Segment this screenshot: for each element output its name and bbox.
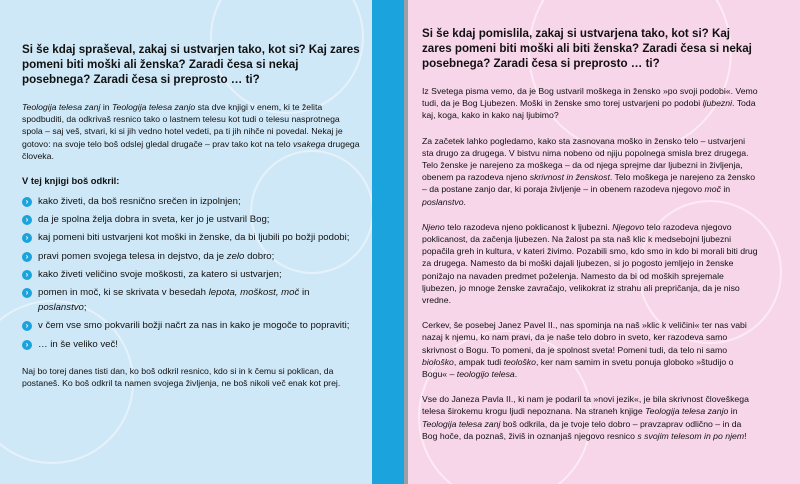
list-item-text: kako živeti veličino svoje moškosti, za katero si ustvarjen; bbox=[38, 268, 282, 280]
left-heading: Si še kdaj spraševal, zakaj si ustvarjen tako, kot si? Kaj zares pomeni biti moški ali ženska? Zaradi česa si nekaj posebnega? Zaradi česa si preprosto … ti? bbox=[22, 43, 360, 86]
left-intro: Teologija telesa zanj in Teologija telesa zanjo sta dve knjigi v enem, ki te želita spodbuditi, da odkrivaš resnico tako o lastnem telesu kot tudi o telesu nasprotnega spola – saj veš, stvari, ki si jih vedno hotel vedeti, pa ti jih nihče ni povedal. Nekaj je gotovo: na svoje telo boš odslej gledal drugače – prav tako kot na telo vsakega drugega človeka. bbox=[22, 102, 360, 161]
list-item bbox=[22, 194, 360, 209]
discovery-list bbox=[22, 194, 360, 352]
list-item-text: pomen in moč, ki se skrivata v besedah lepota, moškost, moč in poslanstvo; bbox=[38, 287, 310, 314]
list-item-text: pravi pomen svojega telesa in dejstvo, da je zelo dobro; bbox=[38, 250, 275, 262]
arrow-circle-icon: › bbox=[22, 197, 32, 207]
right-paragraph: Za začetek lahko pogledamo, kako sta zasnovana moško in žensko telo – ustvarjeni sta drugo za drugega. V bistvu nima nobeno od njiju popolnega smisla brez drugega. Telo ženske je narejeno za moškega – da od njega sprejme dar ljubezni in življenja, obenem pa razodeva njeno skrivnost in ženskost. Telo moškega je narejeno za žensko – da postane zanjo dar, ki poraja življenje – in obenem razodeva njegovo moč in poslanstvo. bbox=[422, 135, 756, 207]
list-item bbox=[22, 285, 360, 315]
right-paragraph: Vse do Janeza Pavla II., ki nam je podaril ta »novi jezik«, je bila skrivnost človeškega telesa širokemu krogu ljudi nepoznana. Na straneh knjige Teologija telesa zanjo in Teologija telesa zanj boš odkrila, da je tvoje telo dobro – pravzaprav odlično – in da Bog hoče, da poznaš, živiš in oznanjaš njegovo resnico s svojim telesom in po njem! bbox=[422, 394, 749, 441]
list-item bbox=[22, 230, 360, 245]
left-text-column bbox=[22, 42, 360, 402]
list-item bbox=[22, 212, 360, 227]
right-paragraph: Cerkev, še posebej Janez Pavel II., nas spominja na naš »klic k veličini« ter nas vabi nazaj k njemu, ko nam pravi, da je naše telo dobro in sveto, ker razodeva samo skrivnost o Bogu. To pomeni, da je spolnost sveta! Pomeni tudi, da telo ni samo biološko, ampak tudi teološko, ker nam samim in svetu ponuja globoko »študijo o Bogu« – teologijo telesa. bbox=[422, 320, 747, 380]
list-title: V tej knjigi boš odkril: bbox=[22, 175, 120, 187]
right-text-column bbox=[422, 26, 758, 455]
list-item bbox=[22, 267, 360, 282]
arrow-circle-icon: › bbox=[22, 270, 32, 280]
right-paragraph: Iz Svetega pisma vemo, da je Bog ustvaril moškega in žensko »po svoji podobi«. Vemo tudi, da je Bog Ljubezen. Moški in ženske smo torej ustvarjeni po podobi ljubezni. Toda kaj, koga, kako in kako naj ljubimo? bbox=[422, 86, 758, 121]
left-closing: Naj bo torej danes tisti dan, ko boš odkril resnico, kdo si in k čemu si poklican, da postaneš. Ko boš odkril ta namen svojega življenja, ne boš nikoli več enak kot prej. bbox=[22, 365, 341, 389]
list-item bbox=[22, 318, 360, 333]
list-item-text: kako živeti, da boš resnično srečen in izpolnjen; bbox=[38, 196, 241, 208]
arrow-circle-icon: › bbox=[22, 252, 32, 262]
arrow-circle-icon: › bbox=[22, 288, 32, 298]
arrow-circle-icon: › bbox=[22, 340, 32, 350]
list-item bbox=[22, 337, 360, 352]
right-paragraph: Njeno telo razodeva njeno poklicanost k ljubezni. Njegovo telo razodeva njegovo poklicanost, da začenja ljubezen. Na žalost pa sta naš klic k medsebojni ljubezni popačila greh in kultura, v kateri živimo. Pozabili smo, kdo smo in kdo bi morali biti drug za drugega. Namesto da bi moški dajali ljubezen, si jo pogosto jemljejo in ženske ponižajo na navaden predmet poželenja. Namesto da bi od moških sprejemale ljubezen, jo mnoge ženske zavračajo, velikokrat iz strahu ali prepričanja, da je niso vredne. bbox=[422, 221, 758, 306]
list-item bbox=[22, 249, 360, 264]
right-heading: Si še kdaj pomislila, zakaj si ustvarjena tako, kot si? Kaj zares pomeni biti moški ali biti ženska? Zaradi česa si nekaj posebnega? Zaradi česa si preprosto … ti? bbox=[422, 27, 752, 70]
arrow-circle-icon: › bbox=[22, 233, 32, 243]
list-item-text: kaj pomeni biti ustvarjeni kot moški in ženske, da bi ljubili po božji podobi; bbox=[38, 232, 350, 244]
list-item-text: da je spolna želja dobra in sveta, ker jo je ustvaril Bog; bbox=[38, 214, 270, 226]
arrow-circle-icon: › bbox=[22, 321, 32, 331]
list-item-text: … in še veliko več! bbox=[38, 338, 118, 350]
list-item-text: v čem vse smo pokvarili božji načrt za nas in kako je mogoče to popraviti; bbox=[38, 320, 350, 332]
left-edge-strip bbox=[372, 0, 404, 484]
arrow-circle-icon: › bbox=[22, 215, 32, 225]
